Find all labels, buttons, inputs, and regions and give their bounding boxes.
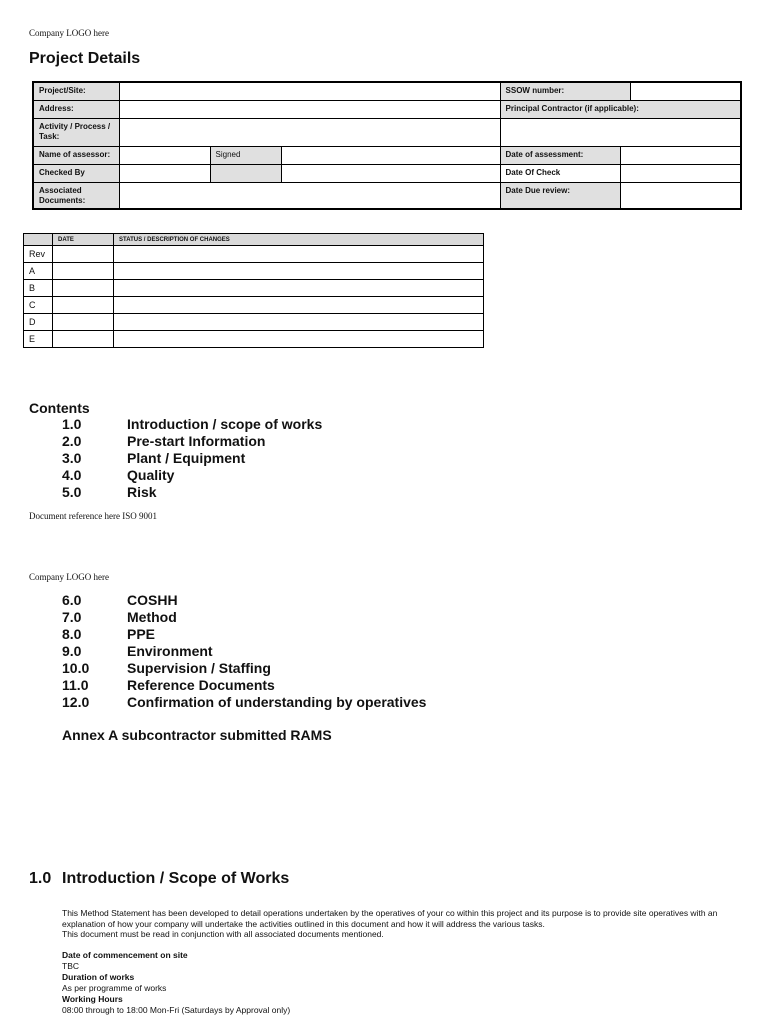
contents-item[interactable] (62, 592, 426, 609)
contents-item[interactable] (62, 433, 322, 450)
contents-item[interactable] (62, 626, 426, 643)
contents-item-number: 9.0 (62, 643, 82, 659)
section-title: Introduction / Scope of Works (62, 870, 290, 887)
date-of-check-field[interactable] (620, 164, 741, 182)
contents-item-label: Quality (127, 467, 175, 483)
project-site-field[interactable] (119, 82, 500, 100)
revision-header-blank (24, 234, 53, 246)
associated-documents-label: Associated Documents: (33, 182, 119, 209)
contents-item-label: COSHH (127, 592, 178, 608)
revision-row-label: C (24, 297, 53, 314)
contents-item-label: Method (127, 609, 177, 625)
date-of-assessment-label: Date of assessment: (500, 146, 620, 164)
company-logo-placeholder: Company LOGO here (29, 572, 109, 582)
contents-heading: Contents (29, 400, 90, 416)
section-heading (29, 870, 289, 888)
contents-item-number: 7.0 (62, 609, 82, 625)
revision-row-label: D (24, 314, 53, 331)
revision-date-cell[interactable] (53, 246, 114, 263)
contents-item-label: Pre-start Information (127, 433, 266, 449)
contents-item-number: 8.0 (62, 626, 82, 642)
contents-item[interactable] (62, 694, 426, 711)
contents-item-label: PPE (127, 626, 156, 642)
contents-item-label: Confirmation of understanding by operatives (127, 694, 427, 710)
checked-by-signed-field[interactable] (210, 164, 281, 182)
revision-header-date: DATE (53, 234, 114, 246)
commencement-label: Date of commencement on site (62, 950, 188, 960)
revision-date-cell[interactable] (53, 297, 114, 314)
revision-row-label: Rev (24, 246, 53, 263)
contents-item-label: Supervision / Staffing (127, 660, 271, 676)
section-body (62, 908, 742, 940)
checked-by-field[interactable] (119, 164, 210, 182)
revision-date-cell[interactable] (53, 314, 114, 331)
working-hours-label: Working Hours (62, 994, 123, 1004)
revision-date-cell[interactable] (53, 263, 114, 280)
contents-item-label: Introduction / scope of works (127, 416, 323, 432)
contents-item[interactable] (62, 467, 322, 484)
date-of-assessment-field[interactable] (620, 146, 741, 164)
contents-item-label: Reference Documents (127, 677, 275, 693)
contents-list-part1 (62, 416, 322, 501)
commencement-value: TBC (62, 961, 79, 971)
revision-row-label: B (24, 280, 53, 297)
contents-item-label: Environment (127, 643, 213, 659)
activity-label: Activity / Process / Task: (33, 118, 119, 146)
revision-status-cell[interactable] (114, 297, 484, 314)
date-due-review-field[interactable] (620, 182, 741, 209)
checked-by-extra-field[interactable] (281, 164, 500, 182)
contents-item[interactable] (62, 609, 426, 626)
contents-item[interactable] (62, 677, 426, 694)
ssow-number-field[interactable] (630, 82, 741, 100)
contents-item-number: 10.0 (62, 660, 90, 676)
contents-item-number: 3.0 (62, 450, 82, 466)
company-logo-placeholder: Company LOGO here (29, 28, 109, 38)
revision-status-cell[interactable] (114, 246, 484, 263)
revision-row-label: A (24, 263, 53, 280)
revision-status-cell[interactable] (114, 280, 484, 297)
contents-item[interactable] (62, 643, 426, 660)
duration-value: As per programme of works (62, 983, 167, 993)
revision-table (23, 233, 484, 348)
name-of-assessor-label: Name of assessor: (33, 146, 119, 164)
duration-label: Duration of works (62, 972, 135, 982)
revision-status-cell[interactable] (114, 331, 484, 348)
contents-item[interactable] (62, 660, 426, 677)
page-title: Project Details (29, 50, 141, 67)
annex-heading: Annex A subcontractor submitted RAMS (62, 727, 332, 743)
revision-status-cell[interactable] (114, 314, 484, 331)
contents-item-number: 2.0 (62, 433, 82, 449)
revision-status-cell[interactable] (114, 263, 484, 280)
name-of-assessor-field[interactable] (119, 146, 210, 164)
principal-contractor-field[interactable] (500, 118, 741, 146)
intro-paragraph: This Method Statement has been developed to detail operations undertaken by the operatives of your co within this project and its purpose is to provide site operatives with an explanation of how your company will undertake the activities outlined in this document and how it will address the various tasks. (62, 908, 718, 929)
contents-item-number: 6.0 (62, 592, 82, 608)
ssow-number-label: SSOW number: (500, 82, 630, 100)
address-field[interactable] (119, 100, 500, 118)
signed-field[interactable] (281, 146, 500, 164)
address-label: Address: (33, 100, 119, 118)
associated-documents-field[interactable] (119, 182, 500, 209)
date-due-review-label: Date Due review: (500, 182, 620, 209)
revision-date-cell[interactable] (53, 331, 114, 348)
contents-item[interactable] (62, 416, 322, 433)
working-hours-value: 08:00 through to 18:00 Mon-Fri (Saturdays by Approval only) (62, 1005, 291, 1015)
contents-item[interactable] (62, 484, 322, 501)
revision-date-cell[interactable] (53, 280, 114, 297)
activity-field[interactable] (119, 118, 500, 146)
contents-item-label: Risk (127, 484, 157, 500)
project-details-table (32, 81, 742, 210)
date-of-check-label: Date Of Check (500, 164, 620, 182)
contents-item-label: Plant / Equipment (127, 450, 246, 466)
revision-row-label: E (24, 331, 53, 348)
revision-header-status: STATUS / DESCRIPTION OF CHANGES (114, 234, 484, 246)
intro-paragraph-2: This document must be read in conjunction with all associated documents mentioned. (62, 929, 384, 939)
contents-item-number: 12.0 (62, 694, 90, 710)
principal-contractor-label: Principal Contractor (if applicable): (500, 100, 741, 118)
signed-label: Signed (210, 146, 281, 164)
contents-item-number: 1.0 (62, 416, 82, 432)
checked-by-label: Checked By (33, 164, 119, 182)
document-reference: Document reference here ISO 9001 (29, 511, 157, 521)
contents-item-number: 11.0 (62, 677, 89, 693)
project-site-label: Project/Site: (33, 82, 119, 100)
section-number: 1.0 (29, 870, 52, 887)
contents-list-part2 (62, 592, 426, 711)
site-details (62, 950, 290, 1016)
contents-item-number: 4.0 (62, 467, 82, 483)
contents-item-number: 5.0 (62, 484, 82, 500)
contents-item[interactable] (62, 450, 322, 467)
